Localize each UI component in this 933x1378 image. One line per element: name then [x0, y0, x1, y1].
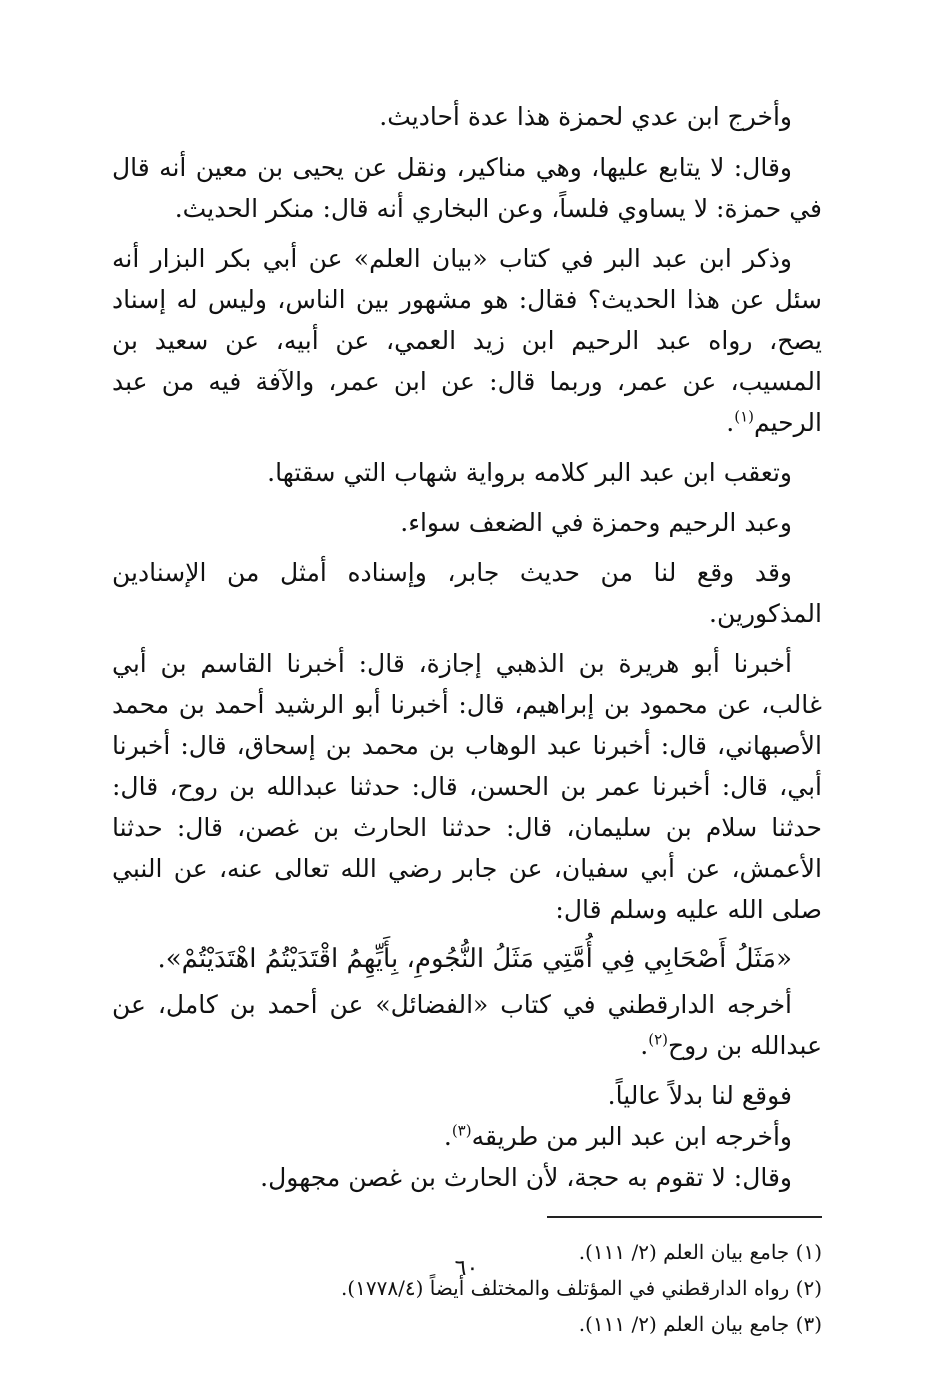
footnotes [112, 1234, 822, 1342]
sentence-end: . [443, 1122, 452, 1151]
paragraph [112, 452, 822, 493]
sentence-end: . [726, 408, 735, 437]
hadith-quote: «مَثَلُ أَصْحَابِي فِي أُمَّتِي مَثَلُ النُّجُومِ، بِأَيِّهِمُ اقْتَدَيْتُمُ اهْتَدَيْتُمْ». [157, 944, 792, 974]
paragraph [112, 1075, 822, 1116]
footnote-marker: (٢) [648, 1030, 668, 1049]
hadith-text [112, 939, 822, 980]
paragraph [112, 1116, 822, 1157]
paragraph-text: فوقع لنا بدلاً عالياً. [607, 1081, 792, 1110]
isnad-paragraph [112, 643, 822, 930]
paragraph [112, 552, 822, 634]
sentence-end: . [640, 1031, 649, 1060]
paragraph [112, 238, 822, 443]
footnote: (١) جامع بيان العلم (٢/ ١١١). [578, 1240, 822, 1264]
paragraph [112, 984, 822, 1066]
paragraph-text: وذكر ابن عبد البر في كتاب «بيان العلم» عن أبي بكر البزار أنه سئل عن هذا الحديث؟ فقال: هو مشهور بين الناس، وليس له إسناد يصح، رواه عبد الرحيم ابن زيد العمي، عن أبيه، عن سعيد بن المسيب، عن عمر، وربما قال: عن ابن عمر، والآفة فيه من عبد الرحيم [112, 244, 822, 437]
footnote-divider [547, 1216, 822, 1218]
paragraph-text: وأخرج ابن عدي لحمزة هذا عدة أحاديث. [379, 102, 792, 131]
footnote: (٢) رواه الدارقطني في المؤتلف والمختلف أيضاً (١٧٧٨/٤). [340, 1276, 822, 1300]
paragraph-text: أخبرنا أبو هريرة بن الذهبي إجازة، قال: أخبرنا القاسم بن أبي غالب، عن محمود بن إبراهيم، قال: أخبرنا أبو الرشيد أحمد بن محمد الأصبهاني، قال: أخبرنا عبد الوهاب بن محمد بن إسحاق، قال: أخبرنا أبي، قال: أخبرنا عمر بن الحسن، قال: حدثنا عبدالله بن روح، قال: حدثنا سلام بن سليمان، قال: حدثنا الحارث بن غصن، قال: حدثنا الأعمش، عن أبي سفيان، عن جابر رضي الله تعالى عنه، عن النبي صلى الله عليه وسلم قال: [112, 649, 822, 924]
paragraph-text: وأخرجه ابن عبد البر من طريقه [471, 1122, 792, 1151]
paragraph-text: وقال: لا تقوم به حجة، لأن الحارث بن غصن مجهول. [260, 1163, 792, 1192]
footnote-marker: (١) [734, 407, 754, 426]
paragraph [112, 1157, 822, 1198]
paragraph [112, 147, 822, 229]
paragraph-text: وقد وقع لنا من حديث جابر، وإسناده أمثل من الإسنادين المذكورين. [112, 558, 822, 628]
footnote-marker: (٣) [451, 1121, 472, 1140]
paragraph [112, 96, 822, 137]
paragraph-text: وقال: لا يتابع عليها، وهي مناكير، ونقل عن يحيى بن معين أنه قال في حمزة: لا يساوي فلساً، وعن البخاري أنه قال: منكر الحديث. [112, 153, 822, 223]
page-number: ٦٠ [454, 1256, 479, 1281]
footnote: (٣) جامع بيان العلم (٢/ ١١١). [578, 1312, 822, 1336]
paragraph [112, 502, 822, 543]
paragraph-text: أخرجه الدارقطني في كتاب «الفضائل» عن أحمد بن كامل، عن عبدالله بن روح [112, 990, 822, 1060]
page-body [112, 96, 822, 1336]
paragraph-text: وعبد الرحيم وحمزة في الضعف سواء. [400, 508, 792, 537]
paragraph-text: وتعقب ابن عبد البر كلامه برواية شهاب التي سقتها. [267, 458, 792, 487]
